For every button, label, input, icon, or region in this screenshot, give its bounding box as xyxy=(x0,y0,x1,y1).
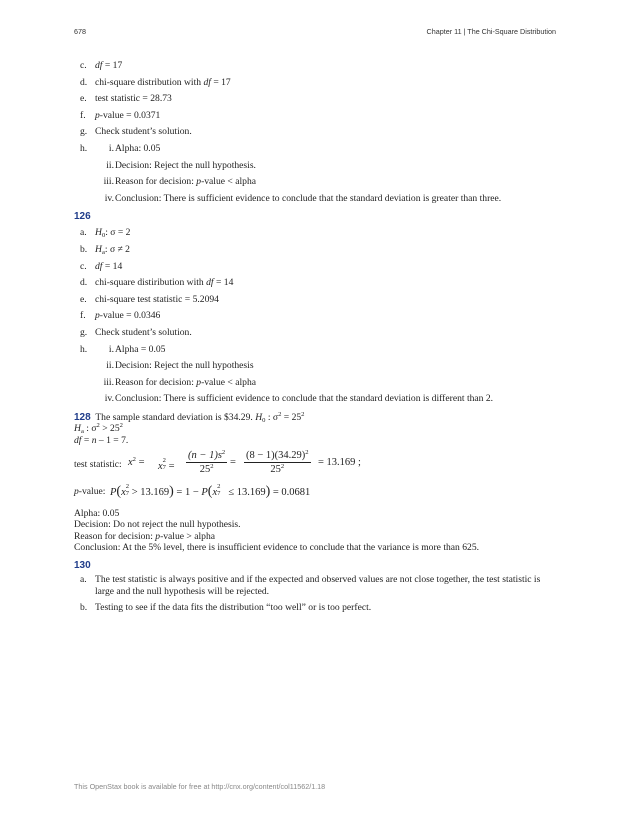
section-header xyxy=(74,209,558,225)
alpha-line: Alpha: 0.05 xyxy=(74,507,120,519)
list-item: g. Check student’s solution. xyxy=(80,326,192,338)
list-item: b. $H_a$: σ ≠ 2 xyxy=(80,243,130,256)
p-value-equation: p-value: P(x 2 7 > 13.169) = 1 − P(x 2 7 ≤ 13.169) = 0.0681 xyxy=(74,482,311,499)
reason-line: Reason for decision: p-value > alpha xyxy=(74,530,216,542)
list-item: ii. Decision: Reject the null hypothesis. xyxy=(106,159,256,171)
list-item: e. chi-square test statistic = 5.2094 xyxy=(80,293,219,305)
page-content xyxy=(74,58,558,614)
conclusion-line: Conclusion: At the 5% level, there is insufficient evidence to conclude that the variance is more than 625. xyxy=(74,542,480,554)
list-item: f. p-value = 0.0371 xyxy=(80,109,161,121)
problem-128-intro: 128 The sample standard deviation is $34.29. $H_0$ : $\sigma^2 = 25^2$ xyxy=(74,410,305,424)
degrees-of-freedom: df = n – 1 = 7. xyxy=(74,435,129,447)
list-item: iii. Reason for decision: p-value < alpha xyxy=(103,376,257,388)
problem-number: 130 xyxy=(74,560,91,572)
list-item: e. test statistic = 28.73 xyxy=(80,93,172,105)
test-statistic-equation: test statistic: $x^2$ = x 2 7 = $\frac{(n - 1)s^2}{25^2}$ = $\frac{(8 - 1)(34.29)^2}{25^2}$ = 13.169 ; xyxy=(74,448,361,475)
list-item: iv. Conclusion: There is sufficient evidence to conclude that the standard deviation is greater than three. xyxy=(104,192,502,204)
list-item: a. $H_0$: σ = 2 xyxy=(80,227,131,240)
list-item: iv. Conclusion: There is sufficient evidence to conclude that the standard deviation is different than 2. xyxy=(104,393,494,405)
list-item: iii. Reason for decision: p-value < alpha xyxy=(103,176,257,188)
problem-number: 128 xyxy=(74,411,91,423)
list-item: h. i. Alpha = 0.05 xyxy=(80,343,166,355)
page-number: 678 xyxy=(74,27,86,36)
chapter-title: Chapter 11 | The Chi-Square Distribution xyxy=(426,27,556,36)
list-item: ii. Decision: Reject the null hypothesis xyxy=(106,360,254,372)
page-footer: This OpenStax book is available for free at http://cnx.org/content/col11562/1.18 xyxy=(74,782,326,791)
alternative-hypothesis: $H_a$ : $\sigma^2 > 25^2$ xyxy=(74,422,123,436)
list-item: b. Testing to see if the data fits the distribution “too well” or is too perfect. xyxy=(80,602,372,614)
list-item: d. chi-square distiribution with df = 14 xyxy=(80,277,234,289)
section-header xyxy=(74,558,558,574)
list-item: d. chi-square distribution with df = 17 xyxy=(80,76,231,88)
decision-line: Decision: Do not reject the null hypothesis. xyxy=(74,519,241,531)
list-item: f. p-value = 0.0346 xyxy=(80,310,161,322)
problem-number: 126 xyxy=(74,211,91,223)
list-item: c. df = 14 xyxy=(80,260,123,272)
list-item: h. i. Alpha: 0.05 xyxy=(80,142,161,154)
list-item: g. Check student’s solution. xyxy=(80,126,192,138)
list-item: a. The test statistic is always positive and if the expected and observed values are not close together, the test statistic is large and the null hypothesis will be rejected. xyxy=(80,574,541,597)
list-item: c. df = 17 xyxy=(80,60,123,71)
